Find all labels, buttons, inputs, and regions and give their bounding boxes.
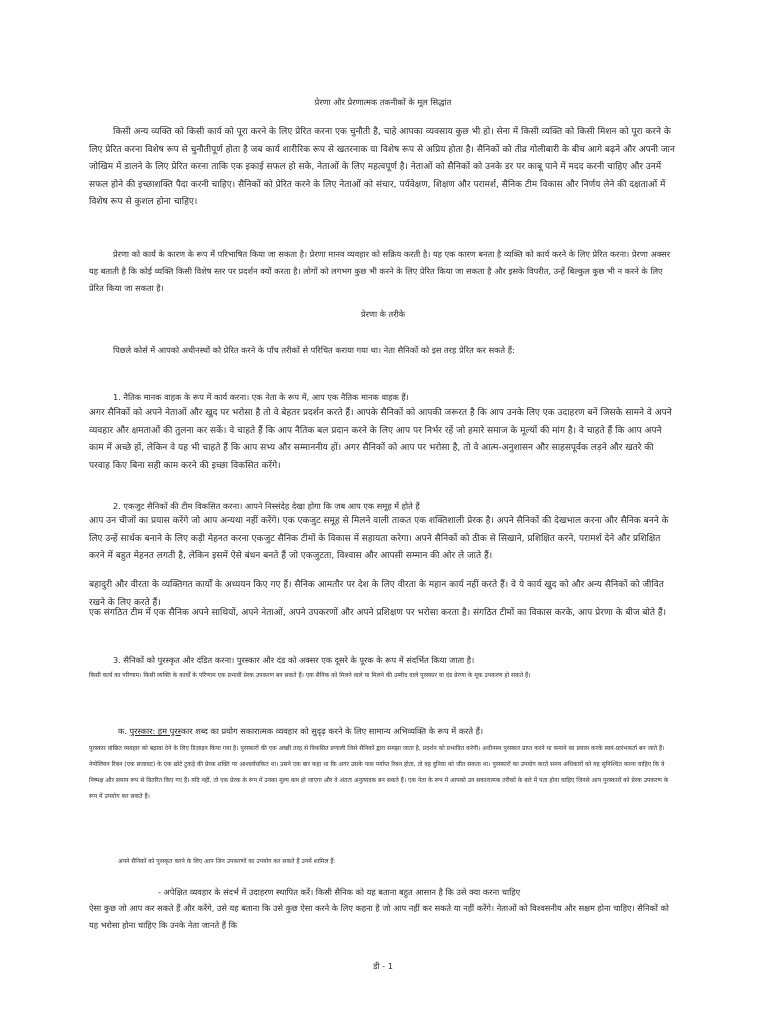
document-title: प्रेरणा और प्रेरणात्मक तकनीकों के मूल सिद्धांत: [314, 97, 452, 107]
reward-heading: [118, 723, 678, 740]
tool-1-body: ऐसा कुछ जो आप कर सकते हैं और करेंगे, उसे यह बताना कि उसे कुछ ऐसा करने के लिए कहना है जो आप नहीं कर सकते या नहीं करेंगे। नेताओं को विश्वसनीय और सक्षम होना चाहिए। सैनिकों को यह भरोसा होना चाहिए कि उनके नेता जानते हैं कि: [89, 903, 669, 930]
item-2-title: 2. एकजुट सैनिकों की टीम विकसित करना। आपने निस्संदेह देखा होगा कि जब आप एक समूह में होते हैं: [113, 501, 420, 511]
reward-body: पुरस्कार वांछित व्यवहार को बढ़ावा देने के लिए डिज़ाइन किया गया है। पुरस्कारों की एक अच्छी तरह से विकसित प्रणाली जिसे सैनिकों द्वारा समझा जाता है, प्रदर्शन को प्रभावित करेगी। अधीनस्थ पुरस्कार प्राप्त करने या कमाने का प्रयास करके स्वयं-प्रारंभकर्ता बन जाते हैं। नेपोलियन रिबन (एक सजावट) के एक छोटे टुकड़े की प्रेरक शक्ति पर आश्चर्यचकित था। उसने एक बार कहा था कि अगर उसके पास पर्याप्त रिबन होता, तो वह दुनिया को जीत सकता था। पुरस्कारों का उपयोग करते समय अधिकारों को यह सुनिश्चित करना चाहिए कि वे निष्पक्ष और समान रूप से वितरित किए गए हैं। यदि नहीं, तो एक प्रेरक के रूप में उनका मूल्य कम हो जाएगा और वे अंततः अनुत्पादक बन सकते हैं। एक नेता के रूप में आपको उन सकारात्मक तरीकों के बारे में पता होना चाहिए जिनसे आप पुरस्कारों को प्रेरक उपकरण के रूप में उपयोग कर सकते हैं।: [89, 745, 669, 800]
item-2-body: आप उन चीजों का प्रयास करेंगे जो आप अन्यथा नहीं करेंगे। एक एकजुट समूह से मिलने वाली ताकत एक शक्तिशाली प्रेरक है। अपने सैनिकों की देखभाल करना और सैनिक बनने के लिए उन्हें सार्थक बनाने के लिए कड़ी मेहनत करना एकजुट सैनिक टीमों के विकास में सहायता करेगा। अपने सैनिकों को ठीक से सिखाने, प्रशिक्षित करने, परामर्श देने और प्रशिक्षित करने में बहुत मेहनत लगती है, लेकिन इसमें ऐसे बंधन बनते हैं जो एकजुटता, विश्वास और आपसी सम्मान की ओर ले जाते हैं।: [89, 516, 669, 561]
paragraph-intro: किसी अन्य व्यक्ति को किसी कार्य को पूरा करने के लिए प्रेरित करना एक चुनौती है, चाहे आपका व्यवसाय कुछ भी हो। सेना में किसी व्यक्ति को किसी मिशन को पूरा करने के लिए प्रेरित करना विशेष रूप से चुनौतीपूर्ण होता है जब कार्य शारीरिक रूप से खतरनाक या विशेष रूप से अप्रिय होता है। सैनिकों को तीव्र गोलीबारी के बीच आगे बढ़ने और अपनी जान जोखिम में डालने के लिए प्रेरित करना ताकि एक इकाई सफल हो सके, नेताओं के लिए महत्वपूर्ण है। नेताओं को सैनिकों को उनके डर पर काबू पाने में मदद करनी चाहिए और उनमें सफल होने की इच्छाशक्ति पैदा करनी चाहिए। सैनिकों को प्रेरित करने के लिए नेताओं को संचार, पर्यवेक्षण, शिक्षण और परामर्श, सैनिक टीम विकास और निर्णय लेने की दक्षताओं में विशेष रूप से कुशल होना चाहिए।: [89, 127, 675, 207]
item-3-title: 3. सैनिकों को पुरस्कृत और दंडित करना। पुरस्कार और दंड को अक्सर एक दूसरे के पूरक के रूप में संदर्भित किया जाता है।: [113, 655, 475, 665]
item-3-body: किसी कार्य का परिणाम। किसी व्यक्ति के कार्यों के परिणाम एक प्रभावी प्रेरक उपकरण बन सकते हैं। एक सैनिक को मिलने वाले या मिलने की उम्मीद वाले पुरस्कार या दंड प्रेरणा के मूक उपकरण हो सकते हैं।: [89, 672, 531, 679]
tool-1-title: - अपेक्षित व्यवहार के संदर्भ में उदाहरण स्थापित करें। किसी सैनिक को यह बताना बहुत आसान है कि उसे क्या करना चाहिए: [158, 887, 521, 897]
item-1-body: अगर सैनिकों को अपने नेताओं और खुद पर भरोसा है तो वे बेहतर प्रदर्शन करते हैं। आपके सैनिकों को आपकी जरूरत है कि आप उनके लिए एक उदाहरण बनें जिसके सामने वे अपने व्यवहार और क्षमताओं की तुलना कर सकें। वे चाहते हैं कि आप नैतिक बल प्रदान करने के लिए आप पर निर्भर रहें जो हमारे समाज के मूल्यों की मांग है। वे चाहते हैं कि आप अपने काम में अच्छे हों, लेकिन वे यह भी चाहते हैं कि आप सभ्य और सम्माननीय हों। अगर सैनिकों को आप पर भरोसा है, तो वे आत्म-अनुशासन और साहसपूर्वक लड़ने और खतरे की परवाह किए बिना सही काम करने की इच्छा विकसित करेंगे।: [89, 408, 672, 471]
reward-prefix: क.: [118, 726, 130, 736]
item-2-paragraph-3: एक संगठित टीम में एक सैनिक अपने साथियों, अपने नेताओं, अपने उपकरणों और अपने प्रशिक्षण पर भरोसा करता है। संगठित टीमों का विकास करके, आप प्रेरणा के बीज बोते हैं।: [89, 608, 667, 618]
paragraph-methods-intro: पिछले कोर्स में आपको अधीनस्थों को प्रेरित करने के पाँच तरीकों से परिचित कराया गया था। नेता सैनिकों को इस तरह प्रेरित कर सकते हैं:: [113, 345, 515, 355]
item-2-paragraph-2: बहादुरी और वीरता के व्यक्तिगत कार्यों के अध्ययन किए गए हैं। सैनिक आमतौर पर देश के लिए वीरता के महान कार्य नहीं करते हैं। वे ये कार्य खुद को और अन्य सैनिकों को जीवित रखने के लिए करते हैं।: [89, 580, 664, 608]
page-number: डी - 1: [373, 961, 393, 971]
reward-underlined-text: पुरस्कार: हम पुरस्: [129, 726, 181, 736]
reward-heading-rest: कार शब्द का प्रयोग सकारात्मक व्यवहार को सुदृढ़ करने के लिए सामान्य अभिव्यक्ति के रूप में करते हैं।: [180, 726, 484, 736]
section-heading-methods: प्रेरणा के तरीके: [361, 309, 405, 319]
tools-intro: अपने सैनिकों को पुरस्कृत करने के लिए आप जिन उपकरणों का उपयोग कर सकते हैं उनमें शामिल हैं:: [118, 858, 336, 865]
item-1-title: 1. नैतिक मानक वाहक के रूप में कार्य करना। एक नेता के रूप में, आप एक नैतिक मानक वाहक हैं।: [113, 392, 409, 402]
paragraph-definition: प्रेरणा को कार्य के कारण के रूप में परिभाषित किया जा सकता है। प्रेरणा मानव व्यवहार को सक्रिय करती है। यह एक कारण बनता है व्यक्ति को कार्य करने के लिए प्रेरित करना। प्रेरणा अक्सर यह बताती है कि कोई व्यक्ति किसी विशेष स्तर पर प्रदर्शन क्यों करता है। लोगों को लगभग कुछ भी करने के लिए प्रेरित किया जा सकता है और इसके विपरीत, उन्हें बिल्कुल कुछ भी न करने के लिए प्रेरित किया जा सकता है।: [89, 249, 671, 293]
